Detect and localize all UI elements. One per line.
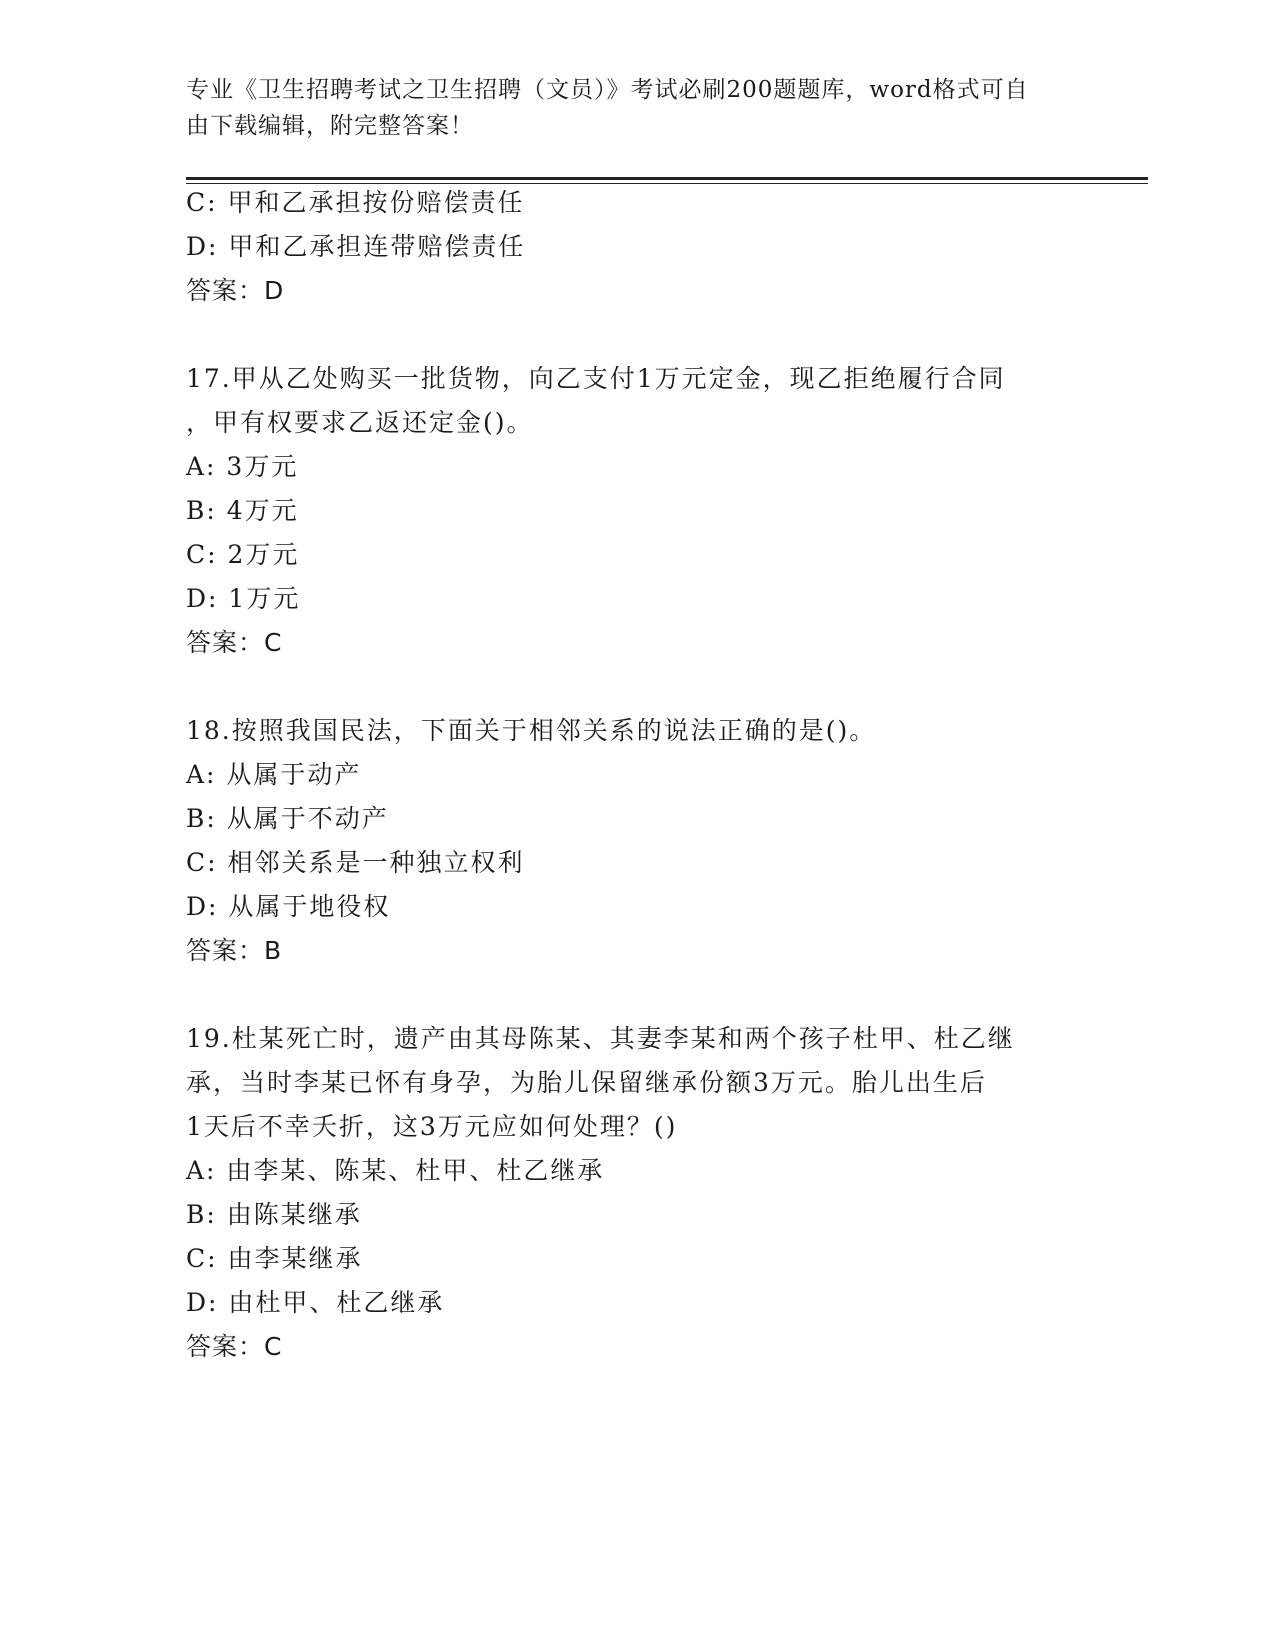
q18-option-a: A: 从属于动产 [186,760,362,789]
q18-option-c: C: 相邻关系是一种独立权利 [186,848,525,877]
q17-option-c: C: 2万元 [186,540,300,569]
q18-stem-line-1: 18.按照我国民法，下面关于相邻关系的说法正确的是()。 [186,716,877,745]
prev-option-d: D: 甲和乙承担连带赔偿责任 [186,232,526,261]
header-line-2: 由下载编辑，附完整答案！ [186,113,474,139]
q19-option-b: B: 由陈某继承 [186,1200,362,1229]
q17-stem-line-1: 17.甲从乙处购买一批货物，向乙支付1万元定金，现乙拒绝履行合同 [186,364,1006,393]
header-divider-thin [186,183,1148,184]
document-header [186,72,1066,144]
q18-option-d: D: 从属于地役权 [186,892,391,921]
q19-option-c: C: 由李某继承 [186,1244,363,1273]
q17-stem-line-2: ，甲有权要求乙返还定金()。 [186,408,534,437]
q19-stem-line-1: 19.杜某死亡时，遗产由其母陈某、其妻李某和两个孩子杜甲、杜乙继 [186,1024,1015,1053]
q18-answer: 答案：B [186,936,283,965]
q19-stem-line-3: 1天后不幸夭折，这3万元应如何处理？() [186,1112,678,1141]
q17-option-a: A: 3万元 [186,452,299,481]
q17-answer: 答案：C [186,628,283,657]
prev-option-c: C: 甲和乙承担按份赔偿责任 [186,188,525,217]
q19-option-d: D: 由杜甲、杜乙继承 [186,1288,445,1317]
q17-option-b: B: 4万元 [186,496,299,525]
q19-stem-line-2: 承，当时李某已怀有身孕，为胎儿保留继承份额3万元。胎儿出生后 [186,1068,987,1097]
header-divider-thick [186,177,1148,180]
q19-option-a: A: 由李某、陈某、杜甲、杜乙继承 [186,1156,605,1185]
q17-option-d: D: 1万元 [186,584,301,613]
q18-option-b: B: 从属于不动产 [186,804,389,833]
q19-answer: 答案：C [186,1332,283,1361]
header-line-1: 专业《卫生招聘考试之卫生招聘（文员）》考试必刷200题题库，word格式可自 [186,77,1029,103]
prev-answer: 答案：D [186,276,285,305]
